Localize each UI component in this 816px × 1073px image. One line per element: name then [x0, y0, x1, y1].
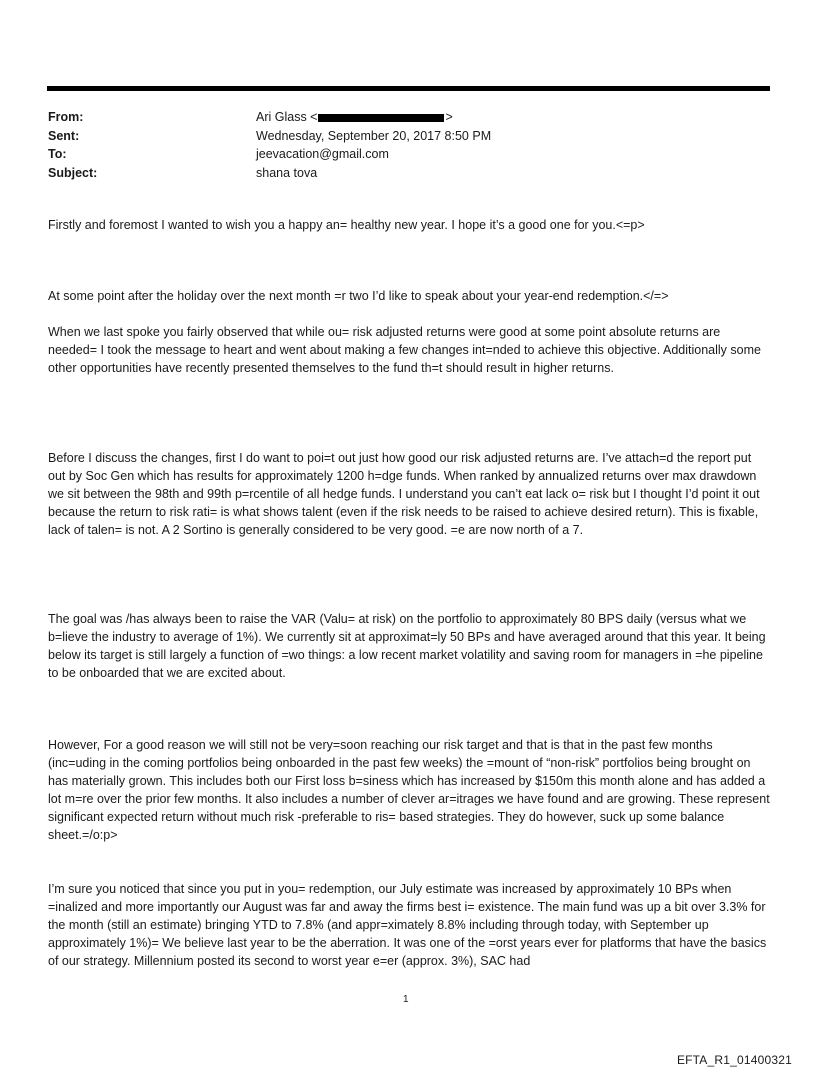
paragraph-risk-adjusted: Before I discuss the changes, first I do want to poi=t out just how good our risk adjusted returns are. I’ve attach=d the report put out by Soc Gen which has results for approximately 1200 h=dge funds. When ranked by annualized returns over max drawdown we sit between the 98th and 99th p=rcentile of all hedge funds. I understand you can’t eat lack o= risk but I thought I’d point it out because the return to risk rati= is what shows talent (even if the risk needs to be raised to achieve desired return). This is fixable, lack of talen= is not. A 2 Sortino is generally considered to be very good. =e are now north of a 7. [48, 451, 760, 537]
paragraph-performance: I’m sure you noticed that since you put in you= redemption, our July estimate was increased by approximately 10 BPs when =inalized and more importantly our August was far and away the firms best i= existence. The main fund was up a bit over 3.3% for the month (still an estimate) bringing YTD to 7.8% (and appr=ximately 8.8% including through today, with September up approximately 1%)= We believe last year to be the aberration. It was one of the =orst years ever for platforms that have the basics of our strategy. Millennium posted its second to worst year e=er (approx. 3%), SAC had [48, 882, 767, 968]
paragraph-redemption: At some point after the holiday over the next month =r two I’d like to speak about your year-end redemption.</=> [48, 289, 669, 303]
paragraph-absolute-returns: When we last spoke you fairly observed that while ou= risk adjusted returns were good at some point absolute returns are needed= I took the message to heart and went about making a few changes int=nded to achieve this objective. Additionally some other opportunities have recently presented themselves to the fund th=t should result in higher returns. [48, 325, 761, 375]
paragraph-var-goal: The goal was /has always been to raise the VAR (Valu= at risk) on the portfolio to approximately 80 BPS daily (versus what we b=lieve the industry to average of 1%). We currently sit at approximat=ly 50 BPs and have averaged around that this year. It being below its target is still largely a function of =wo things: a low recent market volatility and saving room for managers in =he pipeline to be onboarded that we are excited about. [48, 612, 766, 680]
from-label: From: [48, 110, 84, 124]
header-rule [47, 86, 770, 91]
from-row [48, 108, 491, 127]
from-name: Ari Glass < [256, 110, 318, 124]
subject-row [48, 164, 491, 183]
to-row [48, 145, 491, 164]
sent-value: Wednesday, September 20, 2017 8:50 PM [256, 128, 492, 143]
to-label: To: [48, 147, 67, 161]
from-value [256, 108, 453, 127]
redaction-bar [318, 114, 444, 122]
subject-label: Subject: [48, 165, 98, 180]
document-id: EFTA_R1_01400321 [676, 1053, 792, 1067]
page-number: 1 [403, 994, 409, 1005]
from-tail: > [445, 110, 453, 124]
subject-value: shana tova [256, 165, 318, 180]
paragraph-greeting: Firstly and foremost I wanted to wish you a happy an= healthy new year. I hope it’s a good one for you.<=p> [48, 218, 645, 232]
email-header [48, 108, 491, 182]
sent-row [48, 127, 491, 146]
to-value: jeevacation@gmail.com [256, 147, 389, 161]
paragraph-non-risk: However, For a good reason we will still not be very=soon reaching our risk target and that is that in the past few months (inc=uding in the coming portfolios being onboarded in the past few weeks) the =mount of “non-risk” portfolios being brought on has materially grown. This includes both our First loss b=siness which has increased by $150m this month alone and has added a lot m=re over the prior few months. It also includes a number of clever ar=itrages we have found and are growing. These represent significant expected return without much risk -preferable to ris= based strategies. They do however, suck up some balance sheet.=/o:p> [48, 738, 770, 842]
sent-label: Sent: [48, 128, 80, 143]
